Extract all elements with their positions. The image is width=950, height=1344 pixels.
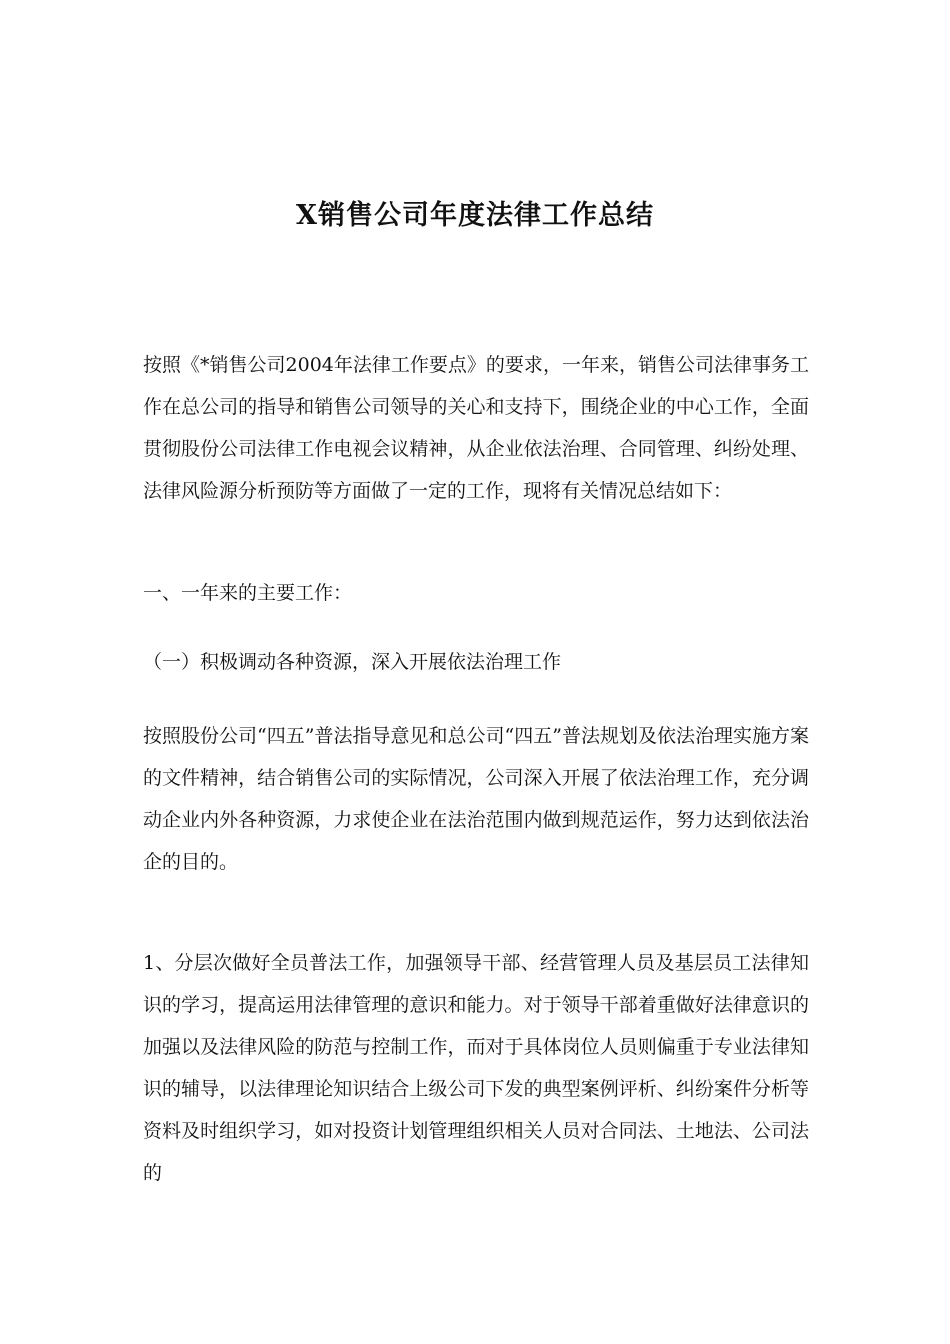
section-heading: 一、一年来的主要工作： <box>143 582 353 604</box>
body-paragraph: 1、分层次做好全员普法工作，加强领导干部、经营管理人员及基层员工法律知识的学习，提高运用法律管理的意识和能力。对于领导干部着重做好法律意识的加强以及法律风险的防范与控制工作，而对于具体岗位人员则偏重于专业法律知识的辅导，以法律理论知识结合上级公司下发的典型案例评析、纠纷案件分析等资料及时组织学习，如对投资计划管理组织相关人员对合同法、土地法、公司法的 <box>143 952 809 1184</box>
document-title: X销售公司年度法律工作总结 <box>296 200 654 231</box>
intro-paragraph: 按照《*销售公司2004年法律工作要点》的要求，一年来，销售公司法律事务工作在总公司的指导和销售公司领导的关心和支持下，围绕企业的中心工作，全面贯彻股份公司法律工作电视会议精神，从企业依法治理、合同管理、纠纷处理、法律风险源分析预防等方面做了一定的工作，现将有关情况总结如下： <box>143 354 809 502</box>
body-paragraph: 按照股份公司“四五”普法指导意见和总公司“四五”普法规划及依法治理实施方案的文件精神，结合销售公司的实际情况，公司深入开展了依法治理工作，充分调动企业内外各种资源，力求使企业在法治范围内做到规范运作，努力达到依法治企的目的。 <box>143 725 809 873</box>
subsection-heading: （一）积极调动各种资源，深入开展依法治理工作 <box>143 651 562 673</box>
